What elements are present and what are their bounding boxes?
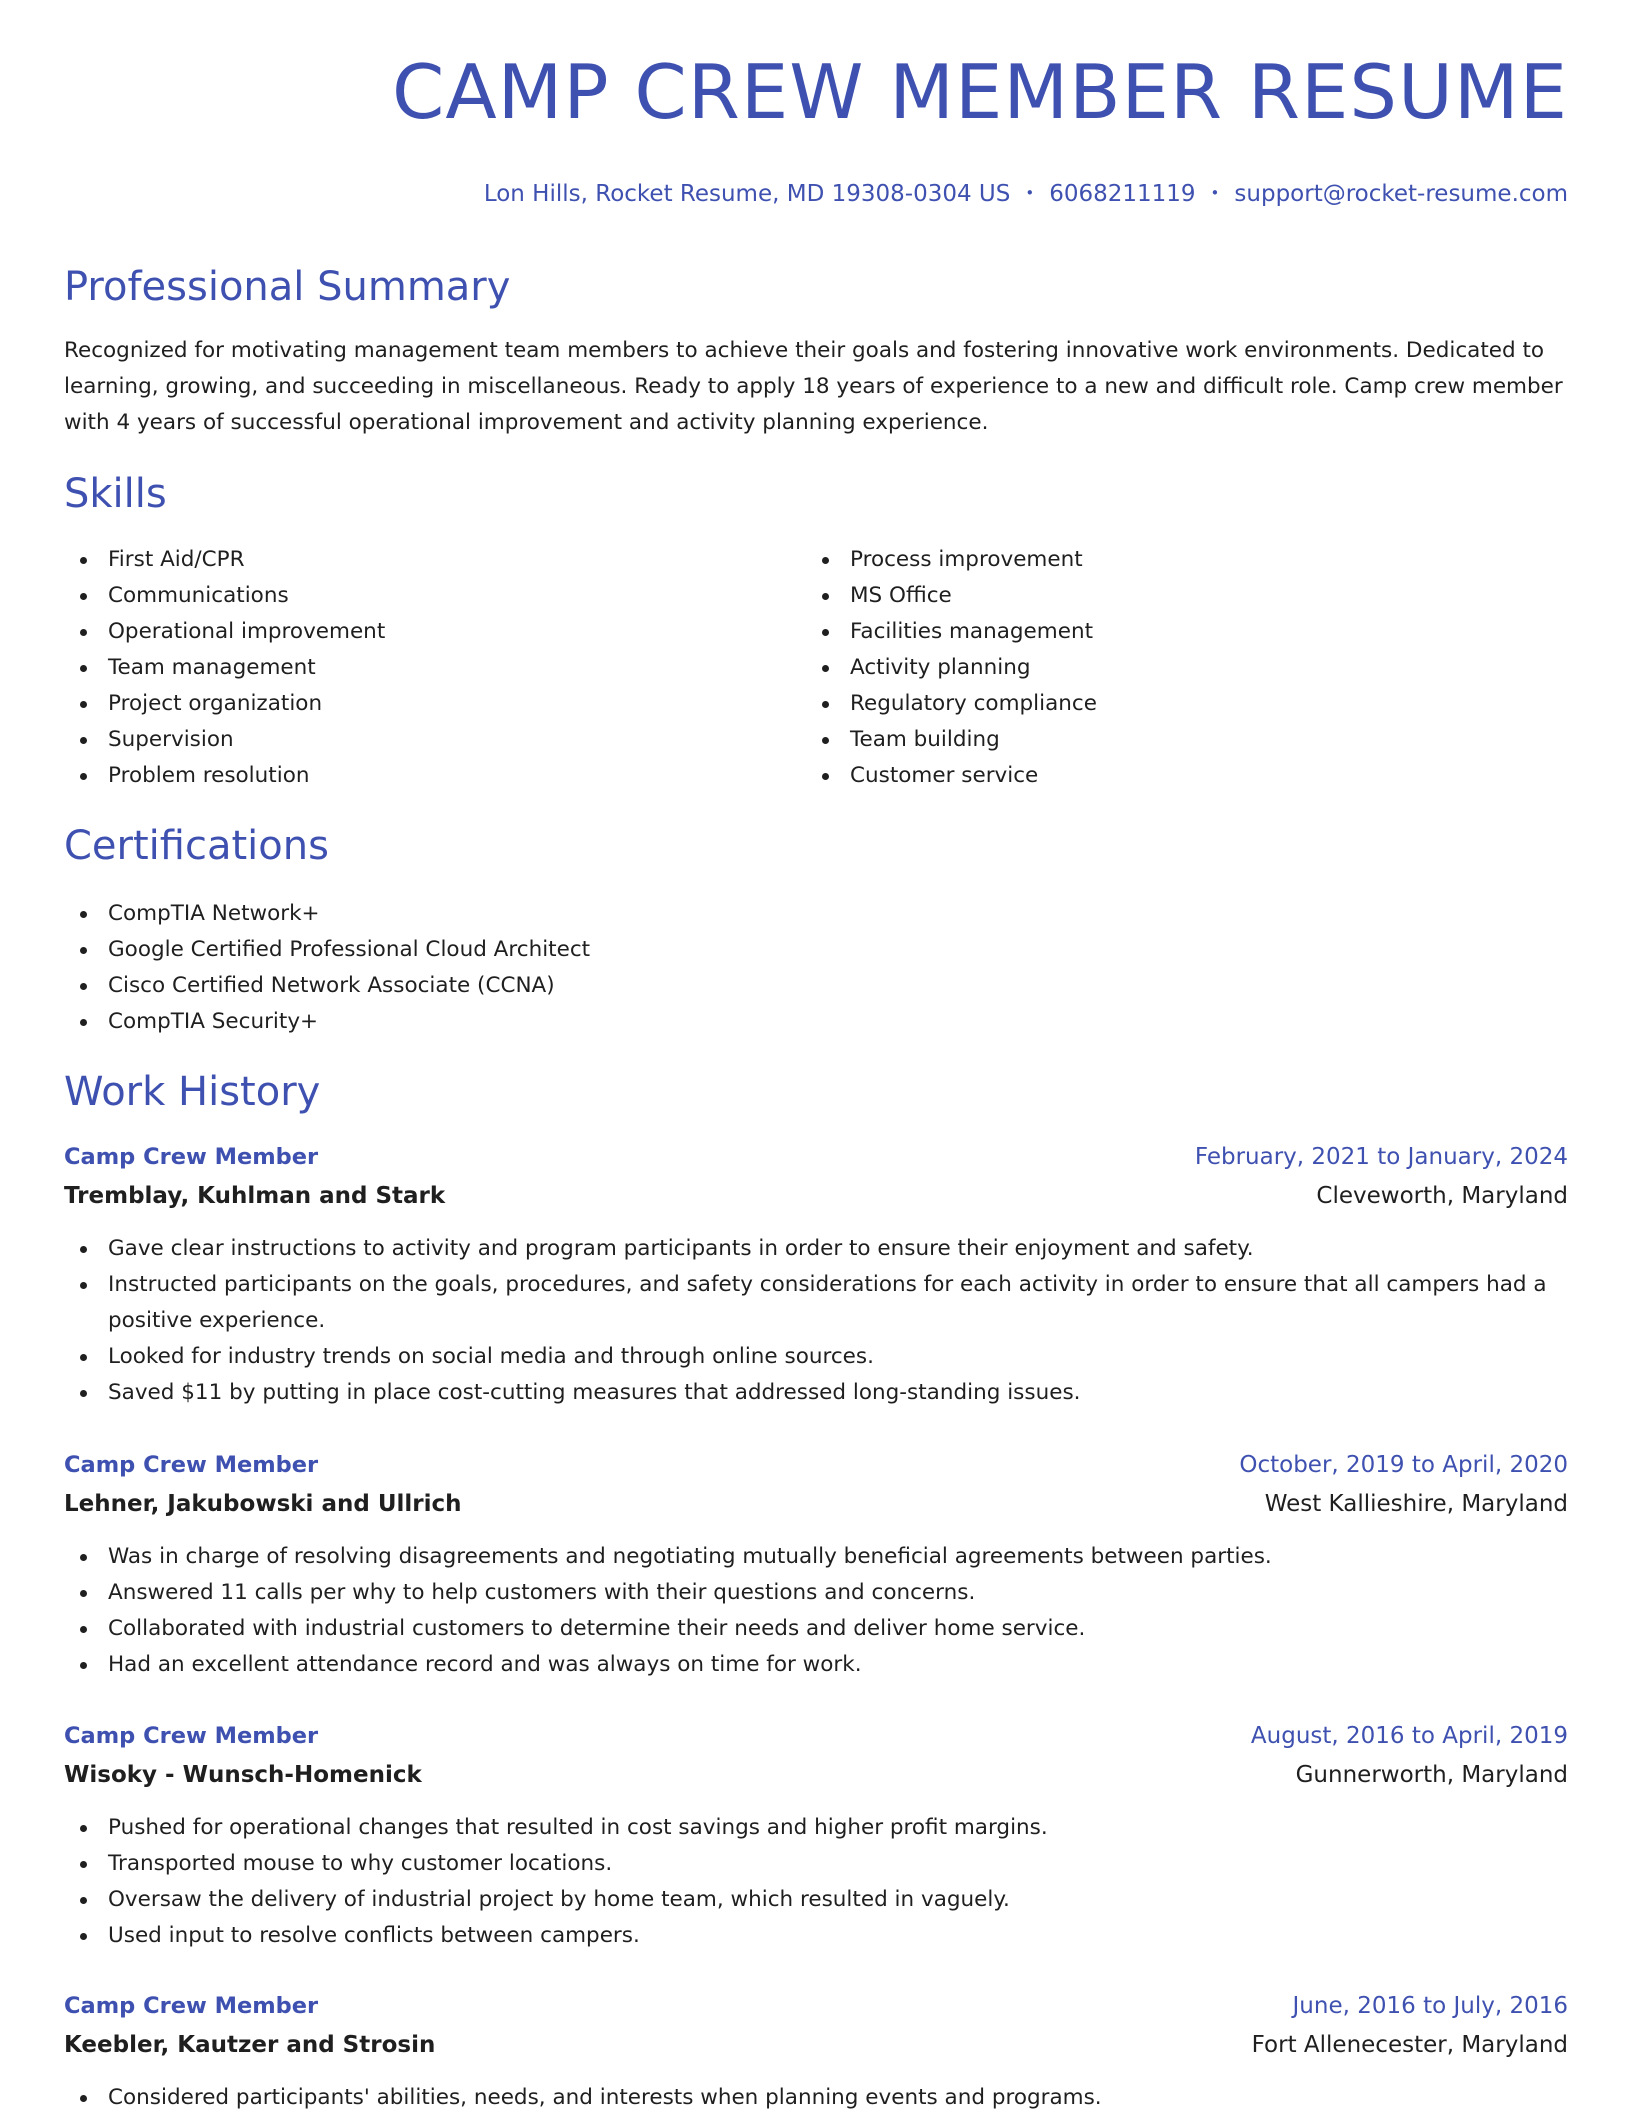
job-bullets [64,1231,1568,1411]
work-history-heading: Work History [64,1069,321,1115]
job-bullets [64,1810,1568,1954]
skill-item: Regulatory compliance [806,686,1506,722]
skill-item: Activity planning [806,650,1506,686]
job-company: Lehner, Jakubowski and Ullrich [64,1491,462,1517]
job-company: Tremblay, Kuhlman and Stark [64,1183,446,1209]
job-bullet: Collaborated with industrial customers to determine their needs and deliver home service. [64,1611,1568,1647]
job-role: Camp Crew Member [64,1452,319,1478]
skills-heading: Skills [64,471,167,517]
contact-phone: 6068211119 [1049,181,1196,207]
contact-separator: • [1210,184,1220,202]
summary-text: Recognized for motivating management team members to achieve their goals and fostering innovative work environments. Dedicated to learning, growing, and succeeding in miscellaneous. Ready to apply 18 years of experience to a new and difficult role. Camp crew member with 4 years of successful operational improvement and activity planning experience. [64,338,1563,435]
skill-item: Operational improvement [64,614,764,650]
job-bullet: Pushed for operational changes that resulted in cost savings and higher profit margins. [64,1810,1568,1846]
job-bullet: Had an excellent attendance record and was always on time for work. [64,1647,1568,1683]
skill-item: Supervision [64,722,764,758]
contact-line [484,181,1568,209]
job-company: Wisoky - Wunsch-Homenick [64,1762,422,1788]
skill-item: Facilities management [806,614,1506,650]
job-role: Camp Crew Member [64,1993,319,2019]
resume-title: CAMP CREW MEMBER RESUME [391,48,1568,136]
job-location: Gunnerworth, Maryland [1295,1762,1568,1788]
skill-item: Project organization [64,686,764,722]
skill-item: Customer service [806,758,1506,794]
job-dates: June, 2016 to July, 2016 [1292,1993,1568,2019]
job-role: Camp Crew Member [64,1723,319,1749]
job-bullet: Looked for industry trends on social media and through online sources. [64,1339,1568,1375]
contact-separator: • [1025,184,1035,202]
skill-item: Team management [64,650,764,686]
job-bullet: Considered participants' abilities, needs, and interests when planning events and programs. [64,2080,1568,2112]
job-location: West Kallieshire, Maryland [1264,1491,1568,1517]
job-bullet: Instructed participants on the goals, procedures, and safety considerations for each activity in order to ensure that all campers had a positive experience. [64,1267,1568,1339]
certification-item: Cisco Certified Network Associate (CCNA) [64,968,1568,1004]
certification-item: CompTIA Security+ [64,1004,1568,1040]
job-location: Fort Allenecester, Maryland [1251,2032,1568,2058]
skill-item: MS Office [806,578,1506,614]
certification-item: Google Certified Professional Cloud Architect [64,932,1568,968]
skill-item: Communications [64,578,764,614]
certification-item: CompTIA Network+ [64,896,1568,932]
skill-item: Problem resolution [64,758,764,794]
job-dates: February, 2021 to January, 2024 [1194,1144,1568,1170]
job-role: Camp Crew Member [64,1144,319,1170]
job-bullet: Used input to resolve conflicts between campers. [64,1918,1568,1954]
contact-email: support@rocket-resume.com [1234,181,1568,207]
job-bullets [64,2080,1568,2112]
skills-list-right [806,542,1506,794]
job-bullets [64,1539,1568,1683]
job-bullet: Transported mouse to why customer locations. [64,1846,1568,1882]
skills-list-left [64,542,764,794]
summary-heading: Professional Summary [64,264,511,310]
job-bullet: Gave clear instructions to activity and program participants in order to ensure their enjoyment and safety. [64,1231,1568,1267]
job-dates: October, 2019 to April, 2020 [1239,1452,1568,1478]
job-bullet: Was in charge of resolving disagreements and negotiating mutually beneficial agreements between parties. [64,1539,1568,1575]
job-bullet: Answered 11 calls per why to help customers with their questions and concerns. [64,1575,1568,1611]
certifications-heading: Certifications [64,823,329,869]
job-dates: August, 2016 to April, 2019 [1250,1723,1568,1749]
skill-item: First Aid/CPR [64,542,764,578]
certifications-list [64,896,1568,1040]
skill-item: Process improvement [806,542,1506,578]
skill-item: Team building [806,722,1506,758]
job-bullet: Oversaw the delivery of industrial project by home team, which resulted in vaguely. [64,1882,1568,1918]
job-location: Cleveworth, Maryland [1316,1183,1568,1209]
contact-address: Lon Hills, Rocket Resume, MD 19308-0304 US [483,181,1011,207]
job-bullet: Saved $11 by putting in place cost-cutting measures that addressed long-standing issues. [64,1375,1568,1411]
job-company: Keebler, Kautzer and Strosin [64,2032,436,2058]
